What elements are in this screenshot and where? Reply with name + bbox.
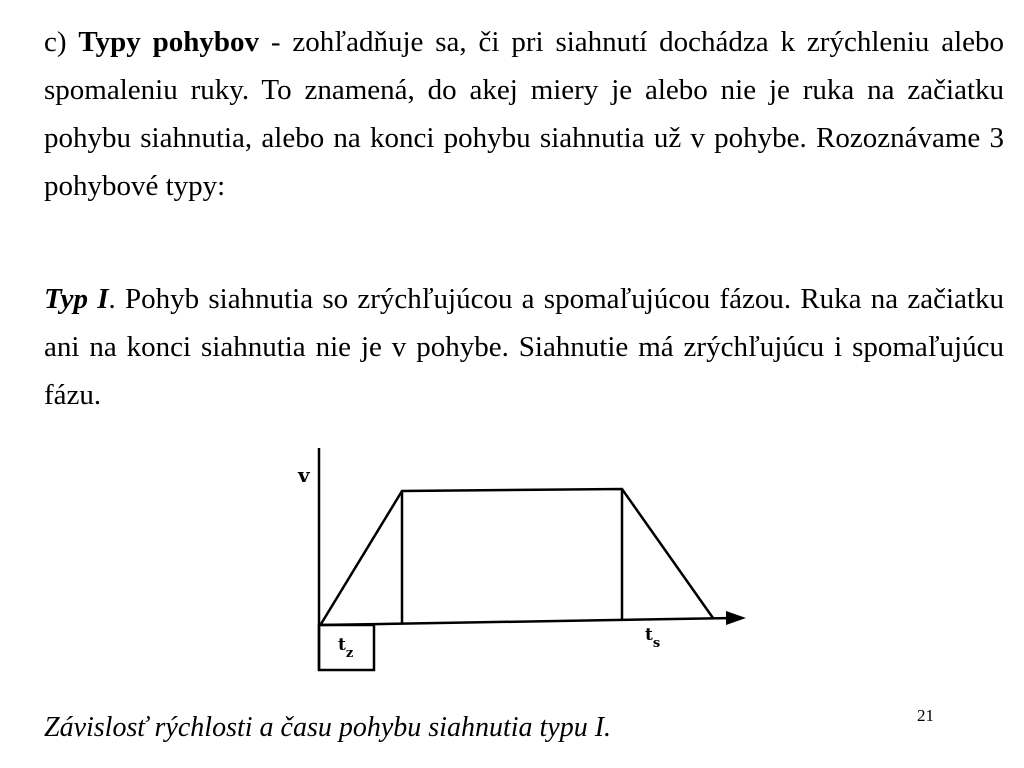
velocity-time-diagram (280, 440, 760, 680)
paragraph-movement-types (44, 18, 1004, 210)
paragraph-type-i (44, 275, 1004, 419)
page-number: 21 (917, 706, 934, 725)
x-axis-arrow (726, 611, 746, 625)
tz-label: $t_z$ (338, 635, 354, 661)
y-axis-label: v (298, 463, 310, 487)
paragraph-text: - zohľadňuje sa, či pri siahnutí dochádza k zrýchleniu alebo spomaleniu ruky. To znamená, do akej miery je alebo nie je ruka na začiatku pohybu siahnutia, alebo na konci pohybu siahnutia už v pohybe. Rozoznávame 3 pohybové typy: (44, 26, 1004, 202)
paragraph-prefix: c) (44, 26, 79, 58)
paragraph-text: . Pohyb siahnutia so zrýchľujúcou a spomaľujúcou fázou. Ruka na začiatku ani na konci siahnutia nie je v pohybe. Siahnutie má zrýchľujúcu i spomaľujúcu fázu. (44, 283, 1004, 411)
figure-caption: Závislosť rýchlosti a času pohybu siahnutia typu I. (44, 712, 612, 743)
ts-label: $t_s$ (645, 625, 661, 651)
x-axis (319, 618, 735, 625)
term-typ-i: Typ I (44, 283, 109, 315)
velocity-curve (321, 489, 713, 624)
term-typy-pohybov: Typy pohybov (78, 26, 260, 58)
